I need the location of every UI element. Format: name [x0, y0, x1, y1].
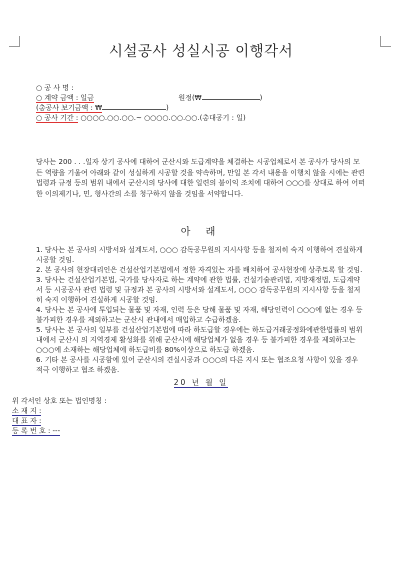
list-item: 5. 당사는 본 공사의 일부를 건설산업기본법에 따라 하도급할 경우에는 하도급거래공정화에관한법률의 범위내에서 군산시 의 지역경제 활성화를 위해 군산시에 해당업체가 없을 경우 등 불가피한 경우를 제외하고는 ○○○에 소재하는 해당업체에 하도급비를 80%이상으로 하도급 하겠음.: [36, 326, 363, 354]
list-item: 3. 당사는 건설산업기본법, 국가를 당사자로 하는 계약에 관한 법률, 건설기술관리법, 지방재정법, 도급계약서 등 시공공사 관련 법령 및 규정과 본 공사의 시방서와 설계도서, ○○○ 감독공무원의 지시사항 등을 철저히 숙지 이행하여 견실하게 시공할 것임.: [36, 276, 361, 304]
item-list: [36, 245, 366, 375]
list-item: 2. 본 공사의 현장대리인은 건설산업기본법에서 정한 자격있는 자를 배치하여 공사현장에 상주토록 할 것임.: [36, 266, 363, 274]
section-heading: 아 래: [180, 227, 222, 238]
field-contract-amount: ○ 계약 금액 : 일금 원정(₩ ): [36, 94, 263, 102]
signature-caption: 위 각서인 상호 또는 법인명칭 :: [12, 397, 107, 405]
signature-representative: 대 표 자 :: [12, 417, 42, 425]
date-line: 20 년 월 일: [173, 378, 229, 387]
field-construction-period: ○ 공사 기간 : ○○○○.○○.○○.~ ○○○○.○○.○○.(총대공기 : 일): [36, 114, 246, 122]
field-project-name: ○ 공 사 명 :: [36, 84, 74, 92]
signature-address: 소 재 지 :: [12, 407, 42, 415]
field-guarantee-amount: (총공사 보기금액 : ₩ ): [36, 104, 169, 112]
list-item: 1. 당사는 본 공사의 시방서와 설계도서, ○○○ 감독공무원의 지시사항 등을 철저히 숙지 이행하여 견실하게 시공할 것임.: [36, 246, 363, 264]
signature-registration-number: 등 록 번 호 : ---: [12, 427, 61, 435]
corner-mark-top-left: [9, 36, 20, 47]
signature-block: [12, 396, 107, 436]
corner-mark-top-right: [380, 36, 391, 47]
list-item: 4. 당사는 본 공사에 투입되는 물품 및 자재, 인력 등은 당해 물품 및 자재, 해당인력이 ○○○에 없는 경우 등 불가피한 경우를 제외하고는 군산시 관내에서 매입하고 수급하겠음.: [36, 306, 363, 324]
intro-paragraph: 당사는 200 . . .일자 상기 공사에 대하여 군산시와 도급계약을 체결하는 시공업체로서 본 공사가 당사의 모든 역량을 기울여 아래와 같이 성실하게 시공할 것을 약속하며, 만일 본 각서 내용을 이행치 않을 시에는 관련 법령과 규정 등의 범위 내에서 군산시의 당사에 대한 일련의 불이익 조치에 대하여 ○○○를 상대로 하여 어떠한 이의제기나, 민, 형사간의 소를 청구하지 않을 것임을 서약합니다.: [36, 158, 365, 198]
document-title: 시설공사 성실시공 이행각서: [108, 44, 294, 60]
document-body: [36, 40, 366, 388]
list-item: 6. 기타 본 공사를 시공함에 있어 군산시의 견실시공과 ○○○의 다른 지시 또는 협조요청 사항이 있을 경우 적극 이행하고 협조 하겠음.: [36, 356, 359, 374]
